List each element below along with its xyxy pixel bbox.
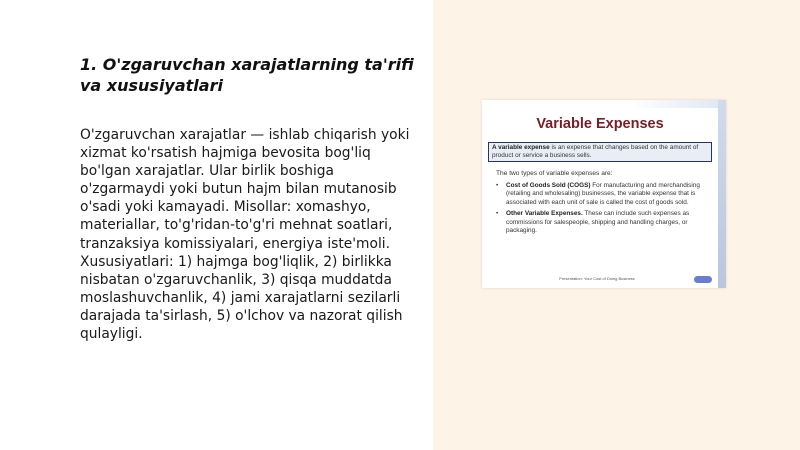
list-item-text: For manufacturing and merchandising (retailing and wholesaling) businesses, the variable expense that is associated with each unit of sale is called the cost of goods sold. [506, 182, 700, 206]
image-title: Variable Expenses [536, 116, 664, 132]
image-page-pill [694, 276, 712, 283]
list-item-term: Cost of Goods Sold (COGS) [506, 182, 591, 189]
definition-text: is an expense that changes based on the amount of product or service a business sells. [492, 144, 699, 159]
slide-body-text: O'zgaruvchan xarajatlar — ishlab chiqarish yoki xizmat ko'rsatish hajmiga bevosita bog'liq bo'lgan xarajatlar. Ular birlik boshiga o'zgarmaydi yoki butun hajm bilan mutanosib o'sadi yoki kamayadi. Misollar: xomashyo, materiallar, to'g'ridan-to'g'ri mehnat soatlari, tranzaksiya komissiyalari, energiya iste'moli. Xususiyatlari: 1) hajmga bog'liqlik, 2) birlikka nisbatan o'zgaruvchanlik, 3) qisqa muddatda moslashuvchanlik, 4) jami xarajatlarni sezilarli darajada ta'sirlash, 5) o'lchov va nazorat qilish qulayligi. [80, 127, 410, 343]
image-footer: Presentation: Your Cost of Doing Business [559, 276, 635, 281]
image-list [496, 182, 714, 238]
image-definition-box [488, 142, 712, 162]
image-side-bar [718, 100, 726, 288]
definition-term: A variable expense [492, 144, 550, 151]
list-item-term: Other Variable Expenses. [506, 210, 583, 218]
slide-image [482, 100, 726, 288]
list-item [496, 210, 714, 235]
image-top-bar [482, 100, 726, 108]
list-item-text: These can include such expenses as commissions for salespeople, shipping and handling charges, or packaging. [506, 210, 690, 235]
image-intro: The two types of variable expenses are: [496, 170, 613, 177]
slide-title: 1. O'zgaruvchan xarajatlarning ta'rifi va xususiyatlari [80, 55, 414, 95]
list-item [496, 182, 714, 207]
